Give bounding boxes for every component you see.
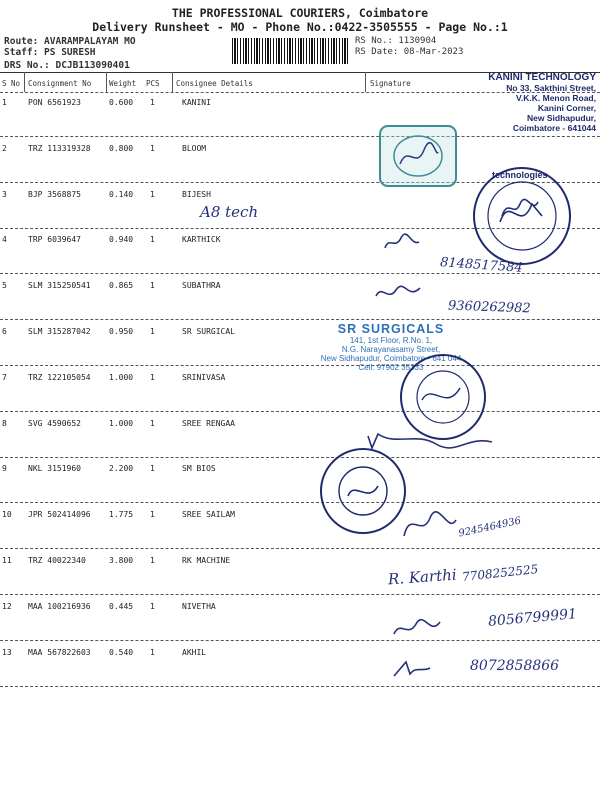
sr-surgicals-stamp-line: 141, 1st Floor, R.No. 1,: [349, 336, 433, 345]
signature-scribble: [374, 282, 424, 304]
row-divider: [0, 319, 600, 320]
row-sno: 6: [2, 327, 7, 336]
table-row: [0, 281, 600, 295]
row-consignee: SUBATHRA: [182, 281, 221, 290]
row-consignee: SM BIOS: [182, 464, 216, 473]
row-weight: 0.800: [109, 144, 134, 153]
sr-surgicals-stamp-line: N.G. Narayanasamy Street,: [341, 345, 441, 354]
rs-date: RS Date: 08-Mar-2023: [355, 47, 464, 57]
kanini-stamp: [436, 72, 596, 133]
row-divider: [0, 502, 600, 503]
rs-number: RS No.: 1130904: [355, 36, 437, 46]
row-sno: 4: [2, 235, 7, 244]
row-consignment-no: TRZ 122105054: [28, 373, 91, 382]
row-pcs: 1: [150, 327, 155, 336]
handwritten-phone: 8148517584: [439, 255, 524, 276]
table-row: [0, 419, 600, 433]
col-sno: S No: [2, 79, 21, 88]
row-weight: 2.200: [109, 464, 134, 473]
signature-scribble: [392, 658, 432, 680]
kanini-stamp-line: Kanini Corner,: [537, 103, 596, 113]
row-weight: 0.865: [109, 281, 134, 290]
row-consignee: NIVETHA: [182, 602, 216, 611]
row-pcs: 1: [150, 144, 155, 153]
row-consignment-no: TRP 6039647: [28, 235, 81, 244]
row-pcs: 1: [150, 373, 155, 382]
row-divider: [0, 457, 600, 458]
row-pcs: 1: [150, 235, 155, 244]
row-weight: 0.445: [109, 602, 134, 611]
row-consignment-no: PON 6561923: [28, 98, 81, 107]
row-pcs: 1: [150, 190, 155, 199]
kanini-stamp-line: Coimbatore - 641044: [512, 123, 596, 133]
col-pcs: PCS: [146, 79, 160, 88]
handwritten-phone: 8072858866: [470, 658, 560, 674]
row-sno: 3: [2, 190, 7, 199]
row-pcs: 1: [150, 510, 155, 519]
signature-scribble: [366, 428, 496, 450]
row-divider: [0, 411, 600, 412]
kanini-stamp-line: New Sidhapudur,: [527, 113, 596, 123]
barcode: [232, 38, 350, 64]
row-pcs: 1: [150, 648, 155, 657]
column-divider: [106, 72, 107, 92]
row-pcs: 1: [150, 98, 155, 107]
row-pcs: 1: [150, 602, 155, 611]
row-sno: 8: [2, 419, 7, 428]
column-divider: [24, 72, 25, 92]
row-weight: 0.600: [109, 98, 134, 107]
handwritten-signature: A8 tech: [200, 203, 259, 221]
handwritten-phone: 9360262982: [447, 298, 531, 317]
row-pcs: 1: [150, 281, 155, 290]
row-consignment-no: JPR 502414096: [28, 510, 91, 519]
col-signature: Signature: [370, 79, 411, 88]
sr-surgicals-stamp-line: Cell: 97902 35333: [358, 363, 424, 372]
row-weight: 3.800: [109, 556, 134, 565]
column-divider: [172, 72, 173, 92]
table-row: [0, 464, 600, 478]
row-pcs: 1: [150, 419, 155, 428]
row-consignee: AKHIL: [182, 648, 207, 657]
row-consignee: KANINI: [182, 98, 211, 107]
row-weight: 0.940: [109, 235, 134, 244]
row-sno: 5: [2, 281, 7, 290]
sr-surgicals-stamp-line: New Sidhapudur, Coimbatore - 641 044: [320, 354, 462, 363]
sr-surgicals-stamp-line: SR SURGICALS: [337, 322, 445, 336]
row-sno: 2: [2, 144, 7, 153]
column-divider: [365, 72, 366, 92]
col-consignment: Consignment No: [28, 79, 92, 88]
kanini-stamp-line: V.K.K. Menon Road,: [516, 93, 596, 103]
row-weight: 1.775: [109, 510, 134, 519]
row-consignee: SREE RENGAA: [182, 419, 235, 428]
table-row: [0, 144, 600, 158]
handwritten-name: R. Karthi: [387, 565, 458, 589]
row-sno: 13: [2, 648, 12, 657]
row-divider: [0, 136, 600, 137]
row-divider: [0, 548, 600, 549]
row-sno: 10: [2, 510, 12, 519]
row-pcs: 1: [150, 556, 155, 565]
row-consignment-no: TRZ 40022340: [28, 556, 86, 565]
row-consignment-no: SVG 4590652: [28, 419, 81, 428]
row-consignee: SR SURGICAL: [182, 327, 235, 336]
handwritten-phone: 8056799991: [487, 606, 578, 630]
signature-scribble: [400, 508, 460, 542]
signature-scribble: [500, 196, 540, 220]
row-weight: 0.950: [109, 327, 134, 336]
row-divider: [0, 594, 600, 595]
col-consignee: Consignee Details: [176, 79, 253, 88]
sm-bios-round-stamp: [318, 446, 408, 536]
technologies-stamp-text: technologies: [492, 170, 548, 180]
document-title: THE PROFESSIONAL COURIERS, Coimbatore: [171, 6, 429, 20]
row-consignment-no: MAA 100216936: [28, 602, 91, 611]
row-consignment-no: NKL 3151960: [28, 464, 81, 473]
row-sno: 12: [2, 602, 12, 611]
row-weight: 0.540: [109, 648, 134, 657]
row-weight: 1.000: [109, 419, 134, 428]
row-consignee: BIJESH: [182, 190, 211, 199]
row-consignee: SREE SAILAM: [182, 510, 235, 519]
row-sno: 7: [2, 373, 7, 382]
row-consignment-no: SLM 315287042: [28, 327, 91, 336]
signature-scribble: [383, 232, 423, 252]
row-consignee: KARTHICK: [182, 235, 221, 244]
drs-number: DRS No.: DCJB113090401: [4, 60, 130, 71]
staff-label: Staff: PS SURESH: [4, 47, 96, 58]
signature-scribble: [392, 616, 442, 640]
handwritten-phone: 9245464936: [457, 515, 523, 540]
row-consignee: BLOOM: [182, 144, 207, 153]
bloom-seal-stamp: [378, 124, 458, 188]
row-pcs: 1: [150, 464, 155, 473]
kanini-stamp-line: No 33, Sakthini Street,: [506, 83, 596, 93]
row-consignment-no: BJP 3568875: [28, 190, 81, 199]
row-sno: 1: [2, 98, 7, 107]
table-row: [0, 373, 600, 387]
row-consignee: SRINIVASA: [182, 373, 226, 382]
document-subtitle: Delivery Runsheet - MO - Phone No.:0422-3505555 - Page No.:1: [92, 20, 508, 34]
handwritten-phone: 7708252525: [461, 562, 539, 584]
route-label: Route: AVARAMPALAYAM MO: [4, 36, 136, 47]
col-weight: Weight: [109, 79, 137, 88]
row-divider: [0, 686, 600, 687]
row-sno: 9: [2, 464, 7, 473]
row-consignee: RK MACHINE: [182, 556, 231, 565]
row-divider: [0, 640, 600, 641]
row-weight: 0.140: [109, 190, 134, 199]
row-weight: 1.000: [109, 373, 134, 382]
row-consignment-no: TRZ 113319328: [28, 144, 91, 153]
row-consignment-no: SLM 315250541: [28, 281, 91, 290]
kanini-stamp-line: KANINI TECHNOLOGY: [488, 72, 596, 83]
row-sno: 11: [2, 556, 12, 565]
row-consignment-no: MAA 567822603: [28, 648, 91, 657]
